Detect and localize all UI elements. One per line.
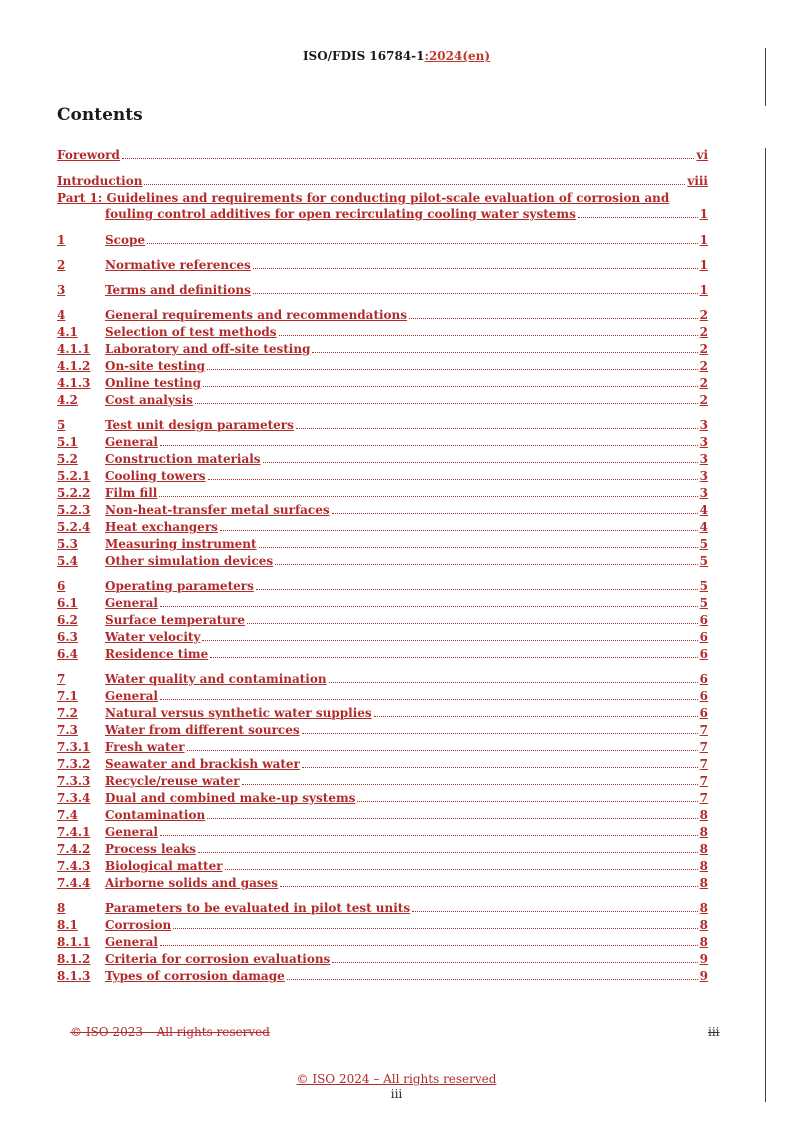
toc-entry-page: 7 [699,740,708,754]
toc-entry[interactable] [57,842,708,856]
document-reference-base: ISO/FDIS 16784-1 [302,49,425,63]
toc-entry-title: Corrosion [105,918,172,932]
toc-entry-title: Cost analysis [105,393,193,407]
toc-dot-leader [263,459,698,463]
toc-dot-leader [578,214,698,218]
toc-entry[interactable] [57,452,708,466]
toc-entry-title: Measuring instrument [105,537,257,551]
toc-entry-number: 7.4.1 [57,825,91,839]
toc-entry-page: 6 [699,613,708,627]
toc-entry-number: 6.1 [57,596,78,610]
toc-entry-page: 3 [699,469,708,483]
toc-entry[interactable] [57,791,708,805]
toc-dot-leader [173,925,697,929]
toc-entry-title: Film fill [105,486,158,500]
toc-entry-number: 6 [57,579,66,593]
toc-entry[interactable] [57,825,708,839]
toc-entry-page: 9 [699,952,708,966]
toc-dot-leader [332,510,698,514]
toc-entry-page: 7 [699,774,708,788]
toc-entry-title: Recycle/reuse water [105,774,240,788]
toc-dot-leader [409,315,698,319]
toc-entry[interactable] [57,503,708,517]
toc-dot-leader [122,155,695,159]
toc-dot-leader [287,976,698,980]
toc-dot-leader [253,290,698,294]
toc-entry-number: 3 [57,283,66,297]
toc-dot-leader [412,908,698,912]
toc-entry-page: 7 [699,757,708,771]
toc-entry-number: 7.3.3 [57,774,91,788]
toc-entry[interactable] [57,435,708,449]
toc-entry-number: 7.4.2 [57,842,91,856]
toc-entry[interactable] [57,393,708,407]
toc-dot-leader [374,713,698,717]
toc-entry-number: 8.1.1 [57,935,91,949]
toc-entry[interactable] [57,630,708,644]
toc-entry-number: 4.1 [57,325,78,339]
toc-entry-title: Water from different sources [105,723,300,737]
toc-entry-page: 2 [699,359,708,373]
toc-entry-number: 8.1.2 [57,952,91,966]
toc-entry-title: Introduction [57,174,143,188]
toc-entry-page: 2 [699,393,708,407]
toc-entry-page: 6 [699,689,708,703]
toc-entry-title: General [105,825,158,839]
toc-entry[interactable] [57,706,708,720]
toc-entry[interactable] [57,174,708,188]
toc-entry-title: Process leaks [105,842,197,856]
toc-entry-page: 6 [699,647,708,661]
toc-entry-number: 8.1 [57,918,78,932]
toc-entry-page: 7 [699,791,708,805]
page-number: iii [390,1087,403,1101]
toc-entry-title: Laboratory and off-site testing [105,342,311,356]
toc-entry-title: General [105,689,158,703]
toc-entry[interactable] [57,520,708,534]
toc-entry-continuation[interactable] [105,207,708,221]
toc-entry-number: 7.3.2 [57,757,91,771]
toc-entry[interactable] [57,952,708,966]
toc-entry-number: 1 [57,233,66,247]
toc-entry-title: Non-heat-transfer metal surfaces [105,503,330,517]
toc-entry-page: 4 [699,503,708,517]
toc-dot-leader [302,764,698,768]
toc-entry-page: 5 [699,537,708,551]
toc-entry-number: 5.4 [57,554,78,568]
toc-entry-number: 5.2.3 [57,503,91,517]
toc-entry-title: Terms and definitions [105,283,251,297]
toc-entry-number: 7.3.1 [57,740,91,754]
toc-entry-page: 3 [699,435,708,449]
toc-entry-title: Dual and combined make-up systems [105,791,356,805]
toc-entry[interactable] [57,258,708,272]
toc-entry-title: Biological matter [105,859,223,873]
toc-entry[interactable] [57,689,708,703]
toc-dot-leader [259,544,698,548]
toc-entry[interactable] [57,859,708,873]
toc-entry-page: 8 [699,935,708,949]
toc-entry-page: 4 [699,520,708,534]
toc-entry-page: 8 [699,918,708,932]
toc-dot-leader [160,942,698,946]
toc-dot-leader [332,959,697,963]
toc-entry-title: Residence time [105,647,209,661]
toc-entry-title: Cooling towers [105,469,206,483]
toc-entry-number: 8 [57,901,66,915]
toc-entry[interactable] [57,774,708,788]
toc-dot-leader [160,603,698,607]
toc-entry-number: 7.4.3 [57,859,91,873]
toc-entry[interactable] [57,554,708,568]
toc-dot-leader [253,265,698,269]
toc-entry[interactable] [57,359,708,373]
toc-dot-leader [195,400,698,404]
toc-entry[interactable] [57,647,708,661]
toc-entry-number: 5.3 [57,537,78,551]
toc-entry-title: Foreword [57,148,120,162]
toc-entry-title: Airborne solids and gases [105,876,279,890]
toc-dot-leader [357,798,697,802]
toc-entry-number: 7.4 [57,808,78,822]
toc-dot-leader [159,493,697,497]
toc-entry[interactable] [57,486,708,500]
toc-dot-leader [242,781,698,785]
toc-entry-title: Other simulation devices [105,554,274,568]
toc-entry-number: 5.2.2 [57,486,91,500]
toc-entry-page: 3 [699,418,708,432]
toc-dot-leader [275,561,697,565]
toc-entry-page: viii [687,174,708,188]
toc-entry-number: 8.1.3 [57,969,91,983]
toc-entry-page: 6 [699,706,708,720]
toc-entry-page: 3 [699,452,708,466]
toc-entry-title: Seawater and brackish water [105,757,300,771]
toc-entry-page: 5 [699,579,708,593]
toc-dot-leader [247,620,698,624]
change-bar-main [765,148,766,1102]
toc-entry-page: 7 [699,723,708,737]
toc-entry[interactable] [57,672,708,686]
toc-dot-leader [302,730,698,734]
toc-entry-page: 1 [699,283,708,297]
old-copyright-deleted: © ISO 2023 – All rights reserved [70,1025,270,1039]
toc-entry-page: 1 [699,207,708,221]
toc-entry[interactable] [57,740,708,754]
toc-entry[interactable] [57,969,708,983]
toc-entry-page: 5 [699,554,708,568]
toc-entry-number: 7 [57,672,66,686]
toc-entry-number: 5 [57,418,66,432]
toc-entry-number: 4.1.3 [57,376,91,390]
toc-entry-number: 5.1 [57,435,78,449]
toc-dot-leader [296,425,698,429]
toc-dot-leader [147,240,698,244]
toc-entry-number: 5.2.1 [57,469,91,483]
copyright-inserted: © ISO 2024 – All rights reserved [296,1072,497,1086]
toc-entry-number: 7.3.4 [57,791,91,805]
toc-dot-leader [203,383,698,387]
toc-dot-leader [160,442,698,446]
toc-entry[interactable] [57,579,708,593]
toc-entry-page: 1 [699,258,708,272]
toc-entry[interactable] [57,537,708,551]
toc-entry-title: Natural versus synthetic water supplies [105,706,372,720]
toc-dot-leader [225,866,698,870]
toc-entry-title: Types of corrosion damage [105,969,285,983]
toc-dot-leader [160,696,698,700]
toc-entry-title: General requirements and recommendations [105,308,408,322]
toc-entry[interactable] [57,596,708,610]
toc-entry[interactable] [57,191,708,205]
toc-entry[interactable] [57,376,708,390]
toc-entry-title: Fresh water [105,740,185,754]
toc-entry-number: 7.2 [57,706,78,720]
toc-dot-leader [160,832,698,836]
toc-entry-number: 5.2 [57,452,78,466]
toc-entry[interactable] [57,918,708,932]
toc-entry-title: Online testing [105,376,201,390]
toc-entry-title: Selection of test methods [105,325,277,339]
old-page-number-deleted: iii [708,1025,720,1039]
toc-entry-page: 2 [699,325,708,339]
toc-dot-leader [198,849,698,853]
toc-entry-title: General [105,435,158,449]
toc-entry-page: 3 [699,486,708,500]
toc-entry-title: Normative references [105,258,251,272]
toc-entry-title: Water quality and contamination [105,672,327,686]
toc-entry[interactable] [57,808,708,822]
toc-dot-leader [256,586,698,590]
toc-dot-leader [280,883,698,887]
toc-entry-title: Operating parameters [105,579,254,593]
toc-entry[interactable] [57,325,708,339]
toc-entry-page: 2 [699,342,708,356]
toc-dot-leader [202,637,697,641]
toc-entry-page: 8 [699,825,708,839]
toc-entry-title: Criteria for corrosion evaluations [105,952,331,966]
toc-entry-page: 2 [699,376,708,390]
toc-entry-number: 6.3 [57,630,78,644]
toc-dot-leader [329,679,698,683]
toc-entry-number: 7.3 [57,723,78,737]
toc-entry-number: 4 [57,308,66,322]
toc-entry-page: 8 [699,901,708,915]
toc-entry-title: On-site testing [105,359,205,373]
toc-entry-title: Test unit design parameters [105,418,294,432]
toc-entry-number: 4.1.1 [57,342,91,356]
toc-dot-leader [144,181,685,185]
toc-entry-number: 7.1 [57,689,78,703]
toc-entry-number: 6.4 [57,647,78,661]
toc-entry-page: 9 [699,969,708,983]
toc-entry-page: 2 [699,308,708,322]
toc-entry-title: Part 1: Guidelines and requirements for conducting pilot-scale evaluation of corrosion and [57,191,670,205]
toc-dot-leader [279,332,698,336]
toc-entry-page: 8 [699,842,708,856]
document-reference [0,49,793,63]
toc-entry-page: 8 [699,876,708,890]
toc-entry[interactable] [57,469,708,483]
toc-entry[interactable] [57,876,708,890]
toc-dot-leader [207,366,698,370]
toc-entry-title: Parameters to be evaluated in pilot test units [105,901,411,915]
toc-entry[interactable] [57,418,708,432]
toc-entry-page: vi [696,148,708,162]
toc-entry[interactable] [57,308,708,322]
toc-dot-leader [187,747,698,751]
toc-entry[interactable] [57,935,708,949]
toc-entry-title: Surface temperature [105,613,245,627]
toc-entry-number: 5.2.4 [57,520,91,534]
toc-entry-title: Water velocity [105,630,201,644]
toc-entry[interactable] [57,148,708,162]
toc-entry-number: 2 [57,258,66,272]
document-reference-inserted: :2024(en) [424,49,491,63]
toc-dot-leader [220,527,698,531]
toc-entry-title-line2: fouling control additives for open recirculating cooling water systems [105,207,576,221]
toc-entry-page: 6 [699,672,708,686]
toc-entry-title: General [105,596,158,610]
toc-entry[interactable] [57,233,708,247]
toc-entry-page: 6 [699,630,708,644]
toc-entry-number: 6.2 [57,613,78,627]
toc-entry-page: 8 [699,808,708,822]
toc-entry-number: 4.2 [57,393,78,407]
toc-entry-title: General [105,935,158,949]
contents-title: Contents [57,105,143,125]
toc-entry-title: Scope [105,233,146,247]
toc-entry[interactable] [57,613,708,627]
toc-entry-title: Contamination [105,808,206,822]
toc-entry-page: 5 [699,596,708,610]
toc-entry-page: 8 [699,859,708,873]
toc-dot-leader [207,815,697,819]
toc-dot-leader [210,654,697,658]
toc-dot-leader [208,476,698,480]
toc-entry-page: 1 [699,233,708,247]
toc-entry[interactable] [57,342,708,356]
toc-entry-number: 7.4.4 [57,876,91,890]
toc-entry-title: Heat exchangers [105,520,218,534]
toc-dot-leader [312,349,697,353]
toc-entry[interactable] [57,723,708,737]
toc-entry-number: 4.1.2 [57,359,91,373]
toc-entry[interactable] [57,283,708,297]
toc-entry-title: Construction materials [105,452,261,466]
toc-entry[interactable] [57,901,708,915]
toc-entry[interactable] [57,757,708,771]
